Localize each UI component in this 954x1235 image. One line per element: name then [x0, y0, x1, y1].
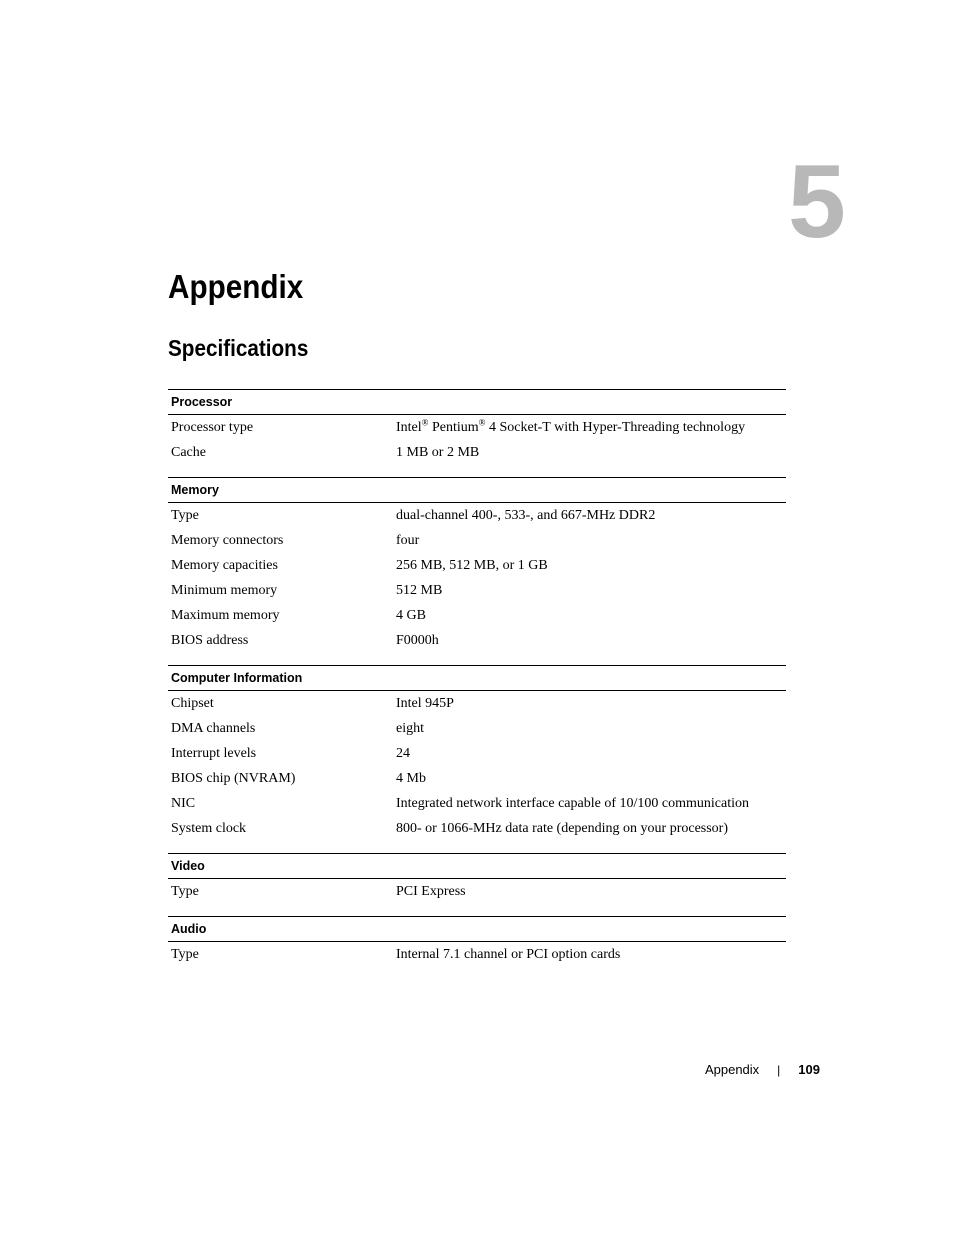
spec-label: Minimum memory	[171, 583, 278, 598]
spec-row	[168, 691, 786, 716]
spec-row	[168, 603, 786, 628]
spec-label: Chipset	[171, 696, 214, 711]
spec-value: 24	[396, 746, 410, 761]
spec-section-processor	[168, 389, 786, 465]
spec-section-memory	[168, 477, 786, 653]
spec-label: Cache	[171, 445, 206, 460]
spec-row	[168, 578, 786, 603]
spec-row	[168, 716, 786, 741]
spec-row	[168, 942, 786, 967]
spec-table	[168, 389, 786, 967]
spec-row	[168, 628, 786, 653]
spec-section-header: Memory	[168, 477, 786, 503]
footer-section-name: Appendix	[704, 1062, 760, 1077]
spec-label: Memory connectors	[171, 533, 284, 548]
spec-section-video	[168, 853, 786, 904]
spec-value: 4 Mb	[396, 771, 426, 786]
spec-label: Type	[171, 508, 199, 523]
spec-label: Interrupt levels	[171, 746, 257, 761]
spec-value: PCI Express	[396, 884, 466, 899]
section-title: Specifications	[168, 335, 309, 361]
spec-section-audio	[168, 916, 786, 967]
spec-label: Memory capacities	[171, 558, 278, 573]
spec-value: 1 MB or 2 MB	[396, 445, 480, 460]
page-footer	[705, 1062, 820, 1077]
footer-separator: |	[777, 1062, 781, 1077]
page-number: 109	[798, 1062, 820, 1077]
spec-section-header: Audio	[168, 916, 786, 942]
spec-section-header: Processor	[168, 389, 786, 415]
spec-label: BIOS chip (NVRAM)	[171, 771, 296, 786]
spec-row	[168, 791, 786, 816]
page-title: Appendix	[168, 268, 304, 305]
spec-section-header: Video	[168, 853, 786, 879]
spec-value: Intel® Pentium® 4 Socket-T with Hyper-Threading technology	[396, 417, 746, 435]
spec-row	[168, 766, 786, 791]
spec-value: 256 MB, 512 MB, or 1 GB	[396, 558, 548, 573]
spec-value: eight	[396, 721, 424, 736]
spec-row	[168, 879, 786, 904]
spec-value: 4 GB	[396, 608, 426, 623]
spec-value: four	[396, 533, 420, 548]
spec-section-computer-information	[168, 665, 786, 841]
spec-row	[168, 440, 786, 465]
spec-section-header: Computer Information	[168, 665, 786, 691]
spec-row	[168, 741, 786, 766]
spec-row	[168, 816, 786, 841]
spec-row	[168, 553, 786, 578]
spec-value: 512 MB	[396, 583, 443, 598]
chapter-number: 5	[788, 144, 846, 260]
spec-label: BIOS address	[171, 633, 249, 648]
spec-label: Maximum memory	[171, 608, 280, 623]
spec-value: Intel 945P	[396, 696, 454, 711]
spec-value: dual-channel 400-, 533-, and 667-MHz DDR2	[396, 508, 656, 523]
spec-label: NIC	[171, 796, 196, 811]
spec-label: Type	[171, 947, 199, 962]
spec-value: F0000h	[396, 633, 439, 648]
spec-label: DMA channels	[171, 721, 256, 736]
spec-label: System clock	[171, 821, 247, 836]
spec-value: Integrated network interface capable of 10/100 communication	[396, 796, 749, 811]
spec-value: Internal 7.1 channel or PCI option cards	[396, 947, 621, 962]
spec-row	[168, 415, 786, 440]
spec-label: Type	[171, 884, 199, 899]
spec-value: 800- or 1066-MHz data rate (depending on your processor)	[396, 821, 729, 836]
spec-label: Processor type	[171, 420, 254, 435]
registered-mark: ®	[421, 417, 429, 428]
spec-row	[168, 528, 786, 553]
spec-row	[168, 503, 786, 528]
registered-mark: ®	[478, 417, 486, 428]
